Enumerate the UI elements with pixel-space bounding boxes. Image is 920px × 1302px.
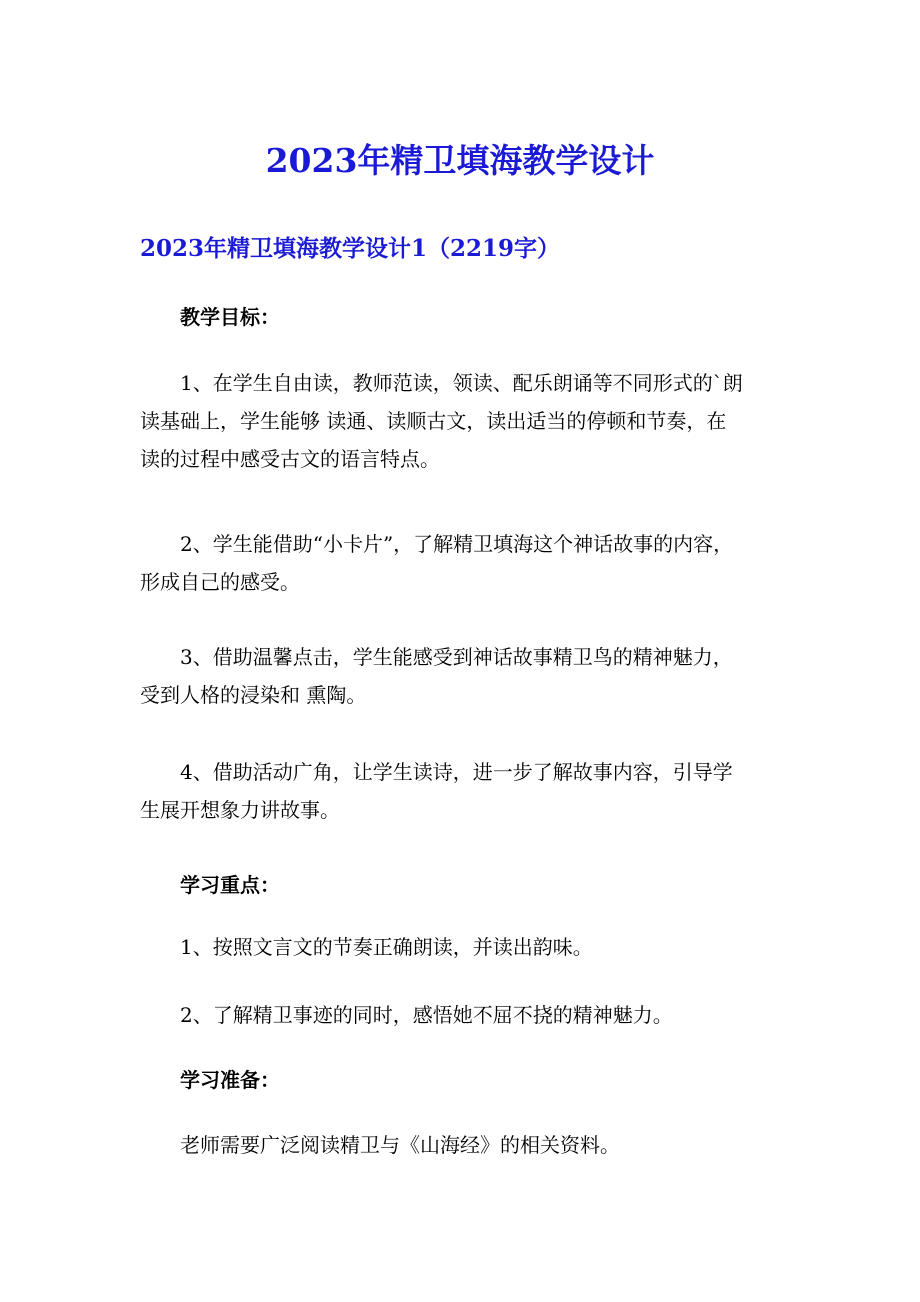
objective-2-line-1: 2、学生能借助“小卡片”，了解精卫填海这个神话故事的内容，	[180, 532, 734, 556]
key-point-1: 1、按照文言文的节奏正确朗读，并读出韵味。	[180, 935, 593, 959]
objectives-label: 教学目标：	[180, 305, 280, 329]
objective-paragraph-1	[140, 364, 790, 478]
section-heading: 2023年精卫填海教学设计1（2219字）	[140, 235, 561, 262]
objective-4-line-1: 4、借助活动广角，让学生读诗，进一步了解故事内容，引导学	[180, 760, 733, 784]
objective-paragraph-4	[140, 753, 790, 829]
objective-1-line-1: 1、在学生自由读，教师范读，领读、配乐朗诵等不同形式的`朗	[180, 371, 743, 395]
objective-1-line-2: 读基础上，学生能够 读通、读顺古文，读出适当的停顿和节奏，在	[140, 409, 727, 433]
objective-2-line-2: 形成自己的感受。	[140, 570, 300, 594]
key-point-2: 2、了解精卫事迹的同时，感悟她不屈不挠的精神魅力。	[180, 1003, 673, 1027]
objective-paragraph-2	[140, 525, 790, 601]
objective-paragraph-3	[140, 638, 790, 714]
preparation-text: 老师需要广泛阅读精卫与《山海经》的相关资料。	[180, 1133, 620, 1157]
objective-1-line-3: 读的过程中感受古文的语言特点。	[140, 447, 440, 471]
objective-4-line-2: 生展开想象力讲故事。	[140, 798, 340, 822]
objective-3-line-1: 3、借助温馨点击，学生能感受到神话故事精卫鸟的精神魅力，	[180, 645, 733, 669]
document-title: 2023年精卫填海教学设计	[265, 141, 655, 180]
preparation-label: 学习准备：	[180, 1068, 280, 1092]
key-points-label: 学习重点：	[180, 873, 280, 897]
objective-3-line-2: 受到人格的浸染和 熏陶。	[140, 683, 367, 707]
